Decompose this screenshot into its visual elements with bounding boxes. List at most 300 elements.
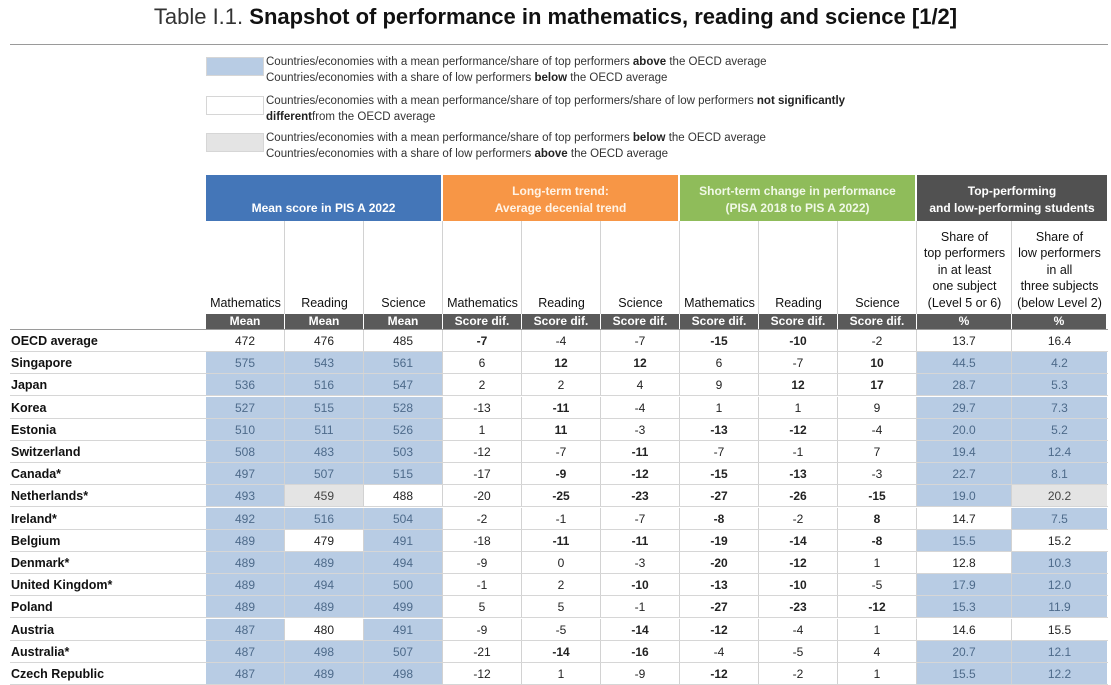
table-cell: 480 bbox=[285, 619, 364, 641]
table-cell: -8 bbox=[838, 530, 917, 552]
table-cell: -11 bbox=[522, 530, 601, 552]
table-cell: 489 bbox=[206, 552, 285, 574]
column-subheader: % bbox=[917, 314, 1011, 329]
table-cell: 8.1 bbox=[1012, 463, 1107, 485]
table-cell: -12 bbox=[601, 463, 680, 485]
table-cell: 2 bbox=[443, 374, 522, 396]
legend-text bbox=[266, 54, 767, 86]
table-cell: -9 bbox=[601, 663, 680, 685]
column-header-line: Reading bbox=[775, 295, 822, 310]
country-name: Ireland* bbox=[11, 511, 57, 526]
table-cell: 1 bbox=[680, 397, 759, 419]
table-cell: -23 bbox=[759, 596, 838, 618]
table-cell: -12 bbox=[759, 552, 838, 574]
column-subheader: Mean bbox=[285, 314, 363, 329]
table-cell: 479 bbox=[285, 530, 364, 552]
column-header-line: Mathematics bbox=[447, 295, 518, 310]
column-header-text bbox=[618, 295, 662, 312]
table-cell: 516 bbox=[285, 374, 364, 396]
table-cell: 500 bbox=[364, 574, 443, 596]
table-cell: 15.5 bbox=[917, 530, 1012, 552]
legend-segment: Countries/economies with a mean performance/share of top performers/share of low performers bbox=[266, 95, 757, 107]
table-cell: 515 bbox=[364, 463, 443, 485]
table-cell: 510 bbox=[206, 419, 285, 441]
table-cell: 497 bbox=[206, 463, 285, 485]
table-cell: 11 bbox=[522, 419, 601, 441]
country-name: Poland bbox=[11, 600, 53, 615]
column-subheader: Score dif. bbox=[522, 314, 600, 329]
table-cell: 12 bbox=[522, 352, 601, 374]
country-name: Switzerland bbox=[11, 445, 81, 459]
table-cell: -7 bbox=[443, 330, 522, 352]
legend-line bbox=[266, 93, 845, 109]
table-cell: 528 bbox=[364, 397, 443, 419]
table-cell: -14 bbox=[759, 530, 838, 552]
legend-swatch-white bbox=[206, 96, 264, 115]
table-cell: 498 bbox=[285, 641, 364, 663]
table-cell: 15.2 bbox=[1012, 530, 1107, 552]
table-cell: 1 bbox=[443, 419, 522, 441]
table-cell: 19.4 bbox=[917, 441, 1012, 463]
table-cell: -7 bbox=[601, 330, 680, 352]
table-cell: 487 bbox=[206, 619, 285, 641]
group-header-line: Average decenial trend bbox=[494, 201, 627, 215]
table-cell: -12 bbox=[759, 419, 838, 441]
table-cell: 511 bbox=[285, 419, 364, 441]
table-cell: -4 bbox=[680, 641, 759, 663]
table-cell: 494 bbox=[285, 574, 364, 596]
table-cell: 1 bbox=[759, 397, 838, 419]
table-cell: 16.4 bbox=[1047, 334, 1072, 348]
table-cell: -3 bbox=[601, 419, 680, 441]
table-cell: 485 bbox=[364, 330, 443, 352]
table-cell: -10 bbox=[759, 330, 838, 352]
table-cell: 13.7 bbox=[917, 330, 1012, 352]
table-cell: 4.2 bbox=[1012, 352, 1107, 374]
table-cell: -10 bbox=[601, 574, 680, 596]
table-cell: -2 bbox=[759, 508, 838, 530]
table-cell: -13 bbox=[680, 419, 759, 441]
column-header-text bbox=[447, 295, 518, 312]
group-header-line: (PISA 2018 to PIS A 2022) bbox=[725, 201, 870, 215]
column-header-text bbox=[1017, 229, 1102, 312]
table-cell: 15.5 bbox=[917, 663, 1012, 685]
legend-segment: Countries/economies with a mean performance/share of top performers bbox=[266, 132, 633, 144]
table-cell: 515 bbox=[285, 397, 364, 419]
column-header-text bbox=[210, 295, 281, 312]
table-cell: 1 bbox=[838, 663, 917, 685]
group-short-term-change-header bbox=[680, 175, 915, 221]
column-subheader: Score dif. bbox=[680, 314, 758, 329]
table-cell: 459 bbox=[285, 485, 364, 507]
table-row bbox=[10, 508, 1108, 530]
group-header-line: Mean score in PIS A 2022 bbox=[251, 201, 396, 215]
table-cell: 5 bbox=[443, 596, 522, 618]
table-cell: 14.6 bbox=[917, 619, 1012, 641]
column-subheader: Score dif. bbox=[601, 314, 679, 329]
legend-item bbox=[206, 54, 906, 88]
column-header-line: (below Level 2) bbox=[1017, 295, 1102, 310]
table-cell: 12.8 bbox=[917, 552, 1012, 574]
table-cell: 1 bbox=[838, 619, 917, 641]
table-cell: -5 bbox=[522, 619, 601, 641]
group-top-low-performers-header bbox=[917, 175, 1107, 221]
table-cell: -2 bbox=[838, 330, 917, 352]
table-cell: 6 bbox=[443, 352, 522, 374]
legend-segment: below bbox=[632, 132, 666, 144]
row-divider bbox=[10, 329, 1108, 330]
table-cell: 29.7 bbox=[917, 397, 1012, 419]
table-row bbox=[10, 463, 1108, 485]
column-header-text bbox=[684, 295, 755, 312]
table-cell: 44.5 bbox=[917, 352, 1012, 374]
column-subheader: Mean bbox=[364, 314, 442, 329]
country-name: OECD average bbox=[11, 334, 98, 348]
title-divider bbox=[10, 44, 1108, 45]
table-cell: 547 bbox=[364, 374, 443, 396]
legend-text bbox=[266, 130, 766, 162]
legend-segment: above bbox=[632, 56, 667, 68]
column-header-line: Mathematics bbox=[210, 295, 281, 310]
column-header-text bbox=[775, 295, 822, 312]
table-cell: -1 bbox=[601, 596, 680, 618]
table-cell: 15.3 bbox=[917, 596, 1012, 618]
table-cell: 12 bbox=[601, 352, 680, 374]
table-cell: 15.5 bbox=[1012, 619, 1107, 641]
table-cell: -3 bbox=[838, 463, 917, 485]
table-cell: -1 bbox=[759, 441, 838, 463]
legend-item bbox=[206, 130, 906, 164]
table-cell: 526 bbox=[364, 419, 443, 441]
legend-segment: from the OECD average bbox=[312, 111, 436, 123]
table-cell: -23 bbox=[601, 485, 680, 507]
legend-swatch-blue bbox=[206, 57, 264, 76]
table-heading: Snapshot of performance in mathematics, reading and science [1/2] bbox=[249, 4, 958, 29]
table-cell: -7 bbox=[601, 508, 680, 530]
table-cell: 489 bbox=[206, 530, 285, 552]
table-cell: 19.0 bbox=[917, 485, 1012, 507]
group-long-term-trend-header bbox=[443, 175, 678, 221]
table-cell: -27 bbox=[680, 485, 759, 507]
column-header-line: top performers bbox=[923, 246, 1006, 260]
legend-segment: the OECD average bbox=[666, 56, 767, 68]
country-name: Singapore bbox=[11, 356, 73, 371]
group-mean-score-header bbox=[206, 175, 441, 221]
table-row bbox=[10, 441, 1108, 463]
column-header bbox=[522, 221, 601, 314]
table-row bbox=[10, 552, 1108, 574]
table-cell: 12.1 bbox=[1012, 641, 1107, 663]
table-cell: -26 bbox=[759, 485, 838, 507]
table-row bbox=[10, 419, 1108, 441]
group-header-line: Top-performing bbox=[967, 184, 1057, 198]
table-cell: -11 bbox=[601, 530, 680, 552]
table-cell: -8 bbox=[680, 508, 759, 530]
table-cell: -4 bbox=[522, 330, 601, 352]
column-subheader: Score dif. bbox=[443, 314, 521, 329]
table-cell: 489 bbox=[285, 596, 364, 618]
column-subheader: Score dif. bbox=[759, 314, 837, 329]
table-cell: 10.3 bbox=[1012, 552, 1107, 574]
table-cell: -9 bbox=[522, 463, 601, 485]
column-header bbox=[443, 221, 522, 314]
table-cell: -11 bbox=[522, 397, 601, 419]
column-header-line: (Level 5 or 6) bbox=[927, 295, 1002, 310]
country-name: Korea bbox=[11, 400, 47, 415]
country-name: Netherlands* bbox=[11, 489, 89, 504]
country-name: Estonia bbox=[11, 422, 57, 437]
table-cell: -9 bbox=[443, 552, 522, 574]
table-cell: 2 bbox=[522, 374, 601, 396]
table-cell: 10 bbox=[838, 352, 917, 374]
table-cell: -4 bbox=[838, 419, 917, 441]
table-cell: 20.2 bbox=[1012, 485, 1107, 507]
table-cell: -10 bbox=[759, 574, 838, 596]
column-header-text bbox=[924, 229, 1005, 312]
table-cell: 488 bbox=[364, 485, 443, 507]
legend-line bbox=[266, 146, 766, 162]
table-cell: -4 bbox=[601, 397, 680, 419]
table-cell: 6 bbox=[680, 352, 759, 374]
table-cell: 7.5 bbox=[1012, 508, 1107, 530]
table-cell: -12 bbox=[680, 619, 759, 641]
legend-segment: below bbox=[534, 72, 568, 84]
table-cell: 507 bbox=[285, 463, 364, 485]
legend-line bbox=[266, 70, 767, 86]
table-cell: 28.7 bbox=[917, 374, 1012, 396]
column-header bbox=[601, 221, 680, 314]
table-cell: -20 bbox=[680, 552, 759, 574]
column-subheader: % bbox=[1012, 314, 1106, 329]
column-header-line: Share of bbox=[940, 229, 989, 244]
table-cell: -7 bbox=[680, 441, 759, 463]
table-cell: 12.2 bbox=[1012, 663, 1107, 685]
table-cell: 2 bbox=[522, 574, 601, 596]
table-cell: -14 bbox=[522, 641, 601, 663]
table-cell: 472 bbox=[206, 330, 285, 352]
legend-line bbox=[266, 54, 767, 70]
table-cell: 8 bbox=[838, 508, 917, 530]
table-cell: -13 bbox=[680, 574, 759, 596]
table-cell: -12 bbox=[838, 596, 917, 618]
legend-segment: different bbox=[266, 111, 312, 123]
table-cell: 9 bbox=[680, 374, 759, 396]
table-cell: -16 bbox=[601, 641, 680, 663]
table-cell: 507 bbox=[364, 641, 443, 663]
table-cell: -17 bbox=[443, 463, 522, 485]
table-cell: 14.7 bbox=[917, 508, 1012, 530]
legend-item bbox=[206, 93, 906, 127]
table-row bbox=[10, 352, 1108, 374]
table-cell: 489 bbox=[206, 596, 285, 618]
table-cell: 9 bbox=[838, 397, 917, 419]
table-cell: 17 bbox=[838, 374, 917, 396]
table-cell: -1 bbox=[443, 574, 522, 596]
table-cell: -5 bbox=[838, 574, 917, 596]
table-cell: 11.9 bbox=[1012, 596, 1107, 618]
column-header bbox=[1012, 221, 1107, 314]
column-header bbox=[364, 221, 443, 314]
column-header-line: low performers bbox=[1018, 246, 1101, 260]
table-cell: 5.2 bbox=[1012, 419, 1107, 441]
table-cell: 487 bbox=[206, 663, 285, 685]
table-number: Table I.1. bbox=[153, 4, 244, 29]
column-header-line: Science bbox=[855, 295, 900, 310]
table-cell: -3 bbox=[601, 552, 680, 574]
table-cell: 561 bbox=[364, 352, 443, 374]
table-row bbox=[10, 596, 1108, 618]
country-name: Canada* bbox=[11, 467, 62, 482]
table-cell: -4 bbox=[759, 619, 838, 641]
table-cell: 487 bbox=[206, 641, 285, 663]
table-cell: -19 bbox=[680, 530, 759, 552]
table-cell: 7.3 bbox=[1012, 397, 1107, 419]
table-row bbox=[10, 530, 1108, 552]
table-cell: 5.3 bbox=[1012, 374, 1107, 396]
country-name: Czech Republic bbox=[11, 667, 105, 681]
table-row bbox=[10, 574, 1108, 596]
table-cell: 499 bbox=[364, 596, 443, 618]
country-name: Belgium bbox=[11, 533, 61, 548]
table-cell: -12 bbox=[443, 441, 522, 463]
table-cell: -15 bbox=[680, 330, 759, 352]
table-cell: -2 bbox=[759, 663, 838, 685]
table-cell: -2 bbox=[443, 508, 522, 530]
table-cell: -18 bbox=[443, 530, 522, 552]
table-cell: 7 bbox=[838, 441, 917, 463]
country-name: Australia* bbox=[11, 644, 70, 659]
table-cell: -9 bbox=[443, 619, 522, 641]
column-header-line: Share of bbox=[1035, 229, 1084, 244]
table-cell: 536 bbox=[206, 374, 285, 396]
column-header-text bbox=[381, 295, 425, 312]
column-header-text bbox=[301, 295, 348, 312]
column-header-line: in at least bbox=[937, 262, 992, 277]
column-header-text bbox=[538, 295, 585, 312]
group-header-line: Short-term change in performance bbox=[699, 184, 896, 198]
table-cell: 476 bbox=[285, 330, 364, 352]
table-title bbox=[0, 4, 1111, 30]
column-header bbox=[680, 221, 759, 314]
table-cell: 516 bbox=[285, 508, 364, 530]
table-cell: 4 bbox=[601, 374, 680, 396]
column-header-line: Science bbox=[618, 295, 663, 310]
table-cell: 504 bbox=[364, 508, 443, 530]
column-header-line: Reading bbox=[538, 295, 585, 310]
legend-segment: above bbox=[534, 148, 568, 160]
table-cell: -11 bbox=[601, 441, 680, 463]
table-cell: -7 bbox=[759, 352, 838, 374]
table-cell: 491 bbox=[364, 619, 443, 641]
table-cell: 575 bbox=[206, 352, 285, 374]
table-cell: 20.7 bbox=[917, 641, 1012, 663]
table-cell: -14 bbox=[601, 619, 680, 641]
column-header bbox=[917, 221, 1012, 314]
column-header bbox=[206, 221, 285, 314]
column-header-line: Reading bbox=[301, 295, 348, 310]
column-header-line: Mathematics bbox=[684, 295, 755, 310]
column-header bbox=[285, 221, 364, 314]
table-cell: 494 bbox=[364, 552, 443, 574]
legend-segment: Countries/economies with a mean performance/share of top performers bbox=[266, 56, 633, 68]
table-cell: 491 bbox=[364, 530, 443, 552]
column-header bbox=[759, 221, 838, 314]
table-cell: 12.4 bbox=[1012, 441, 1107, 463]
table-cell: 17.9 bbox=[917, 574, 1012, 596]
legend-segment: not significantly bbox=[756, 95, 846, 107]
table-cell: 543 bbox=[285, 352, 364, 374]
table-cell: 503 bbox=[364, 441, 443, 463]
table-cell: -12 bbox=[443, 663, 522, 685]
table-cell: 5 bbox=[522, 596, 601, 618]
table-cell: 508 bbox=[206, 441, 285, 463]
table-cell: 12 bbox=[759, 374, 838, 396]
table-cell: 12.0 bbox=[1012, 574, 1107, 596]
table-cell: 527 bbox=[206, 397, 285, 419]
table-cell: 489 bbox=[206, 574, 285, 596]
table-cell: 489 bbox=[285, 552, 364, 574]
table-cell: -7 bbox=[522, 441, 601, 463]
column-header-line: Science bbox=[381, 295, 426, 310]
table-cell: 4 bbox=[838, 641, 917, 663]
table-cell: -12 bbox=[680, 663, 759, 685]
table-cell: -20 bbox=[443, 485, 522, 507]
legend-segment: Countries/economies with a share of low performers bbox=[266, 72, 535, 84]
legend-segment: the OECD average bbox=[665, 132, 766, 144]
table-cell: -21 bbox=[443, 641, 522, 663]
table-cell: -5 bbox=[759, 641, 838, 663]
table-cell: 493 bbox=[206, 485, 285, 507]
column-header-line: in all bbox=[1046, 262, 1073, 277]
table-cell: -15 bbox=[838, 485, 917, 507]
table-cell: 0 bbox=[522, 552, 601, 574]
column-header-line: three subjects bbox=[1020, 279, 1099, 293]
country-name: United Kingdom* bbox=[11, 578, 113, 593]
table-cell: 20.0 bbox=[917, 419, 1012, 441]
group-header-line: Long-term trend: bbox=[512, 184, 609, 198]
group-header-line: and low-performing students bbox=[929, 201, 1095, 215]
legend-line bbox=[266, 109, 845, 125]
oecd-average-row bbox=[10, 330, 1108, 352]
legend-segment: Countries/economies with a share of low performers bbox=[266, 148, 535, 160]
legend-segment: the OECD average bbox=[567, 72, 668, 84]
country-name: Japan bbox=[11, 378, 48, 393]
table-cell: -15 bbox=[680, 463, 759, 485]
column-header-text bbox=[855, 295, 899, 312]
legend-swatch-grey bbox=[206, 133, 264, 152]
table-cell: 489 bbox=[285, 663, 364, 685]
country-name: Austria bbox=[11, 622, 55, 637]
table-row bbox=[10, 619, 1108, 641]
table-cell: 492 bbox=[206, 508, 285, 530]
table-cell: -1 bbox=[522, 508, 601, 530]
table-cell: -13 bbox=[759, 463, 838, 485]
country-name: Denmark* bbox=[11, 556, 70, 570]
column-header bbox=[838, 221, 917, 314]
table-cell: 483 bbox=[285, 441, 364, 463]
column-header-line: one subject bbox=[932, 279, 997, 293]
table-cell: 1 bbox=[522, 663, 601, 685]
table-row bbox=[10, 485, 1108, 507]
column-subheader: Score dif. bbox=[838, 314, 916, 329]
subheader-bar bbox=[10, 314, 206, 329]
table-row bbox=[10, 374, 1108, 396]
legend-segment: the OECD average bbox=[567, 148, 669, 160]
table-cell: 1 bbox=[838, 552, 917, 574]
column-subheader: Mean bbox=[206, 314, 284, 329]
legend-text bbox=[266, 93, 845, 125]
table-cell: -25 bbox=[522, 485, 601, 507]
